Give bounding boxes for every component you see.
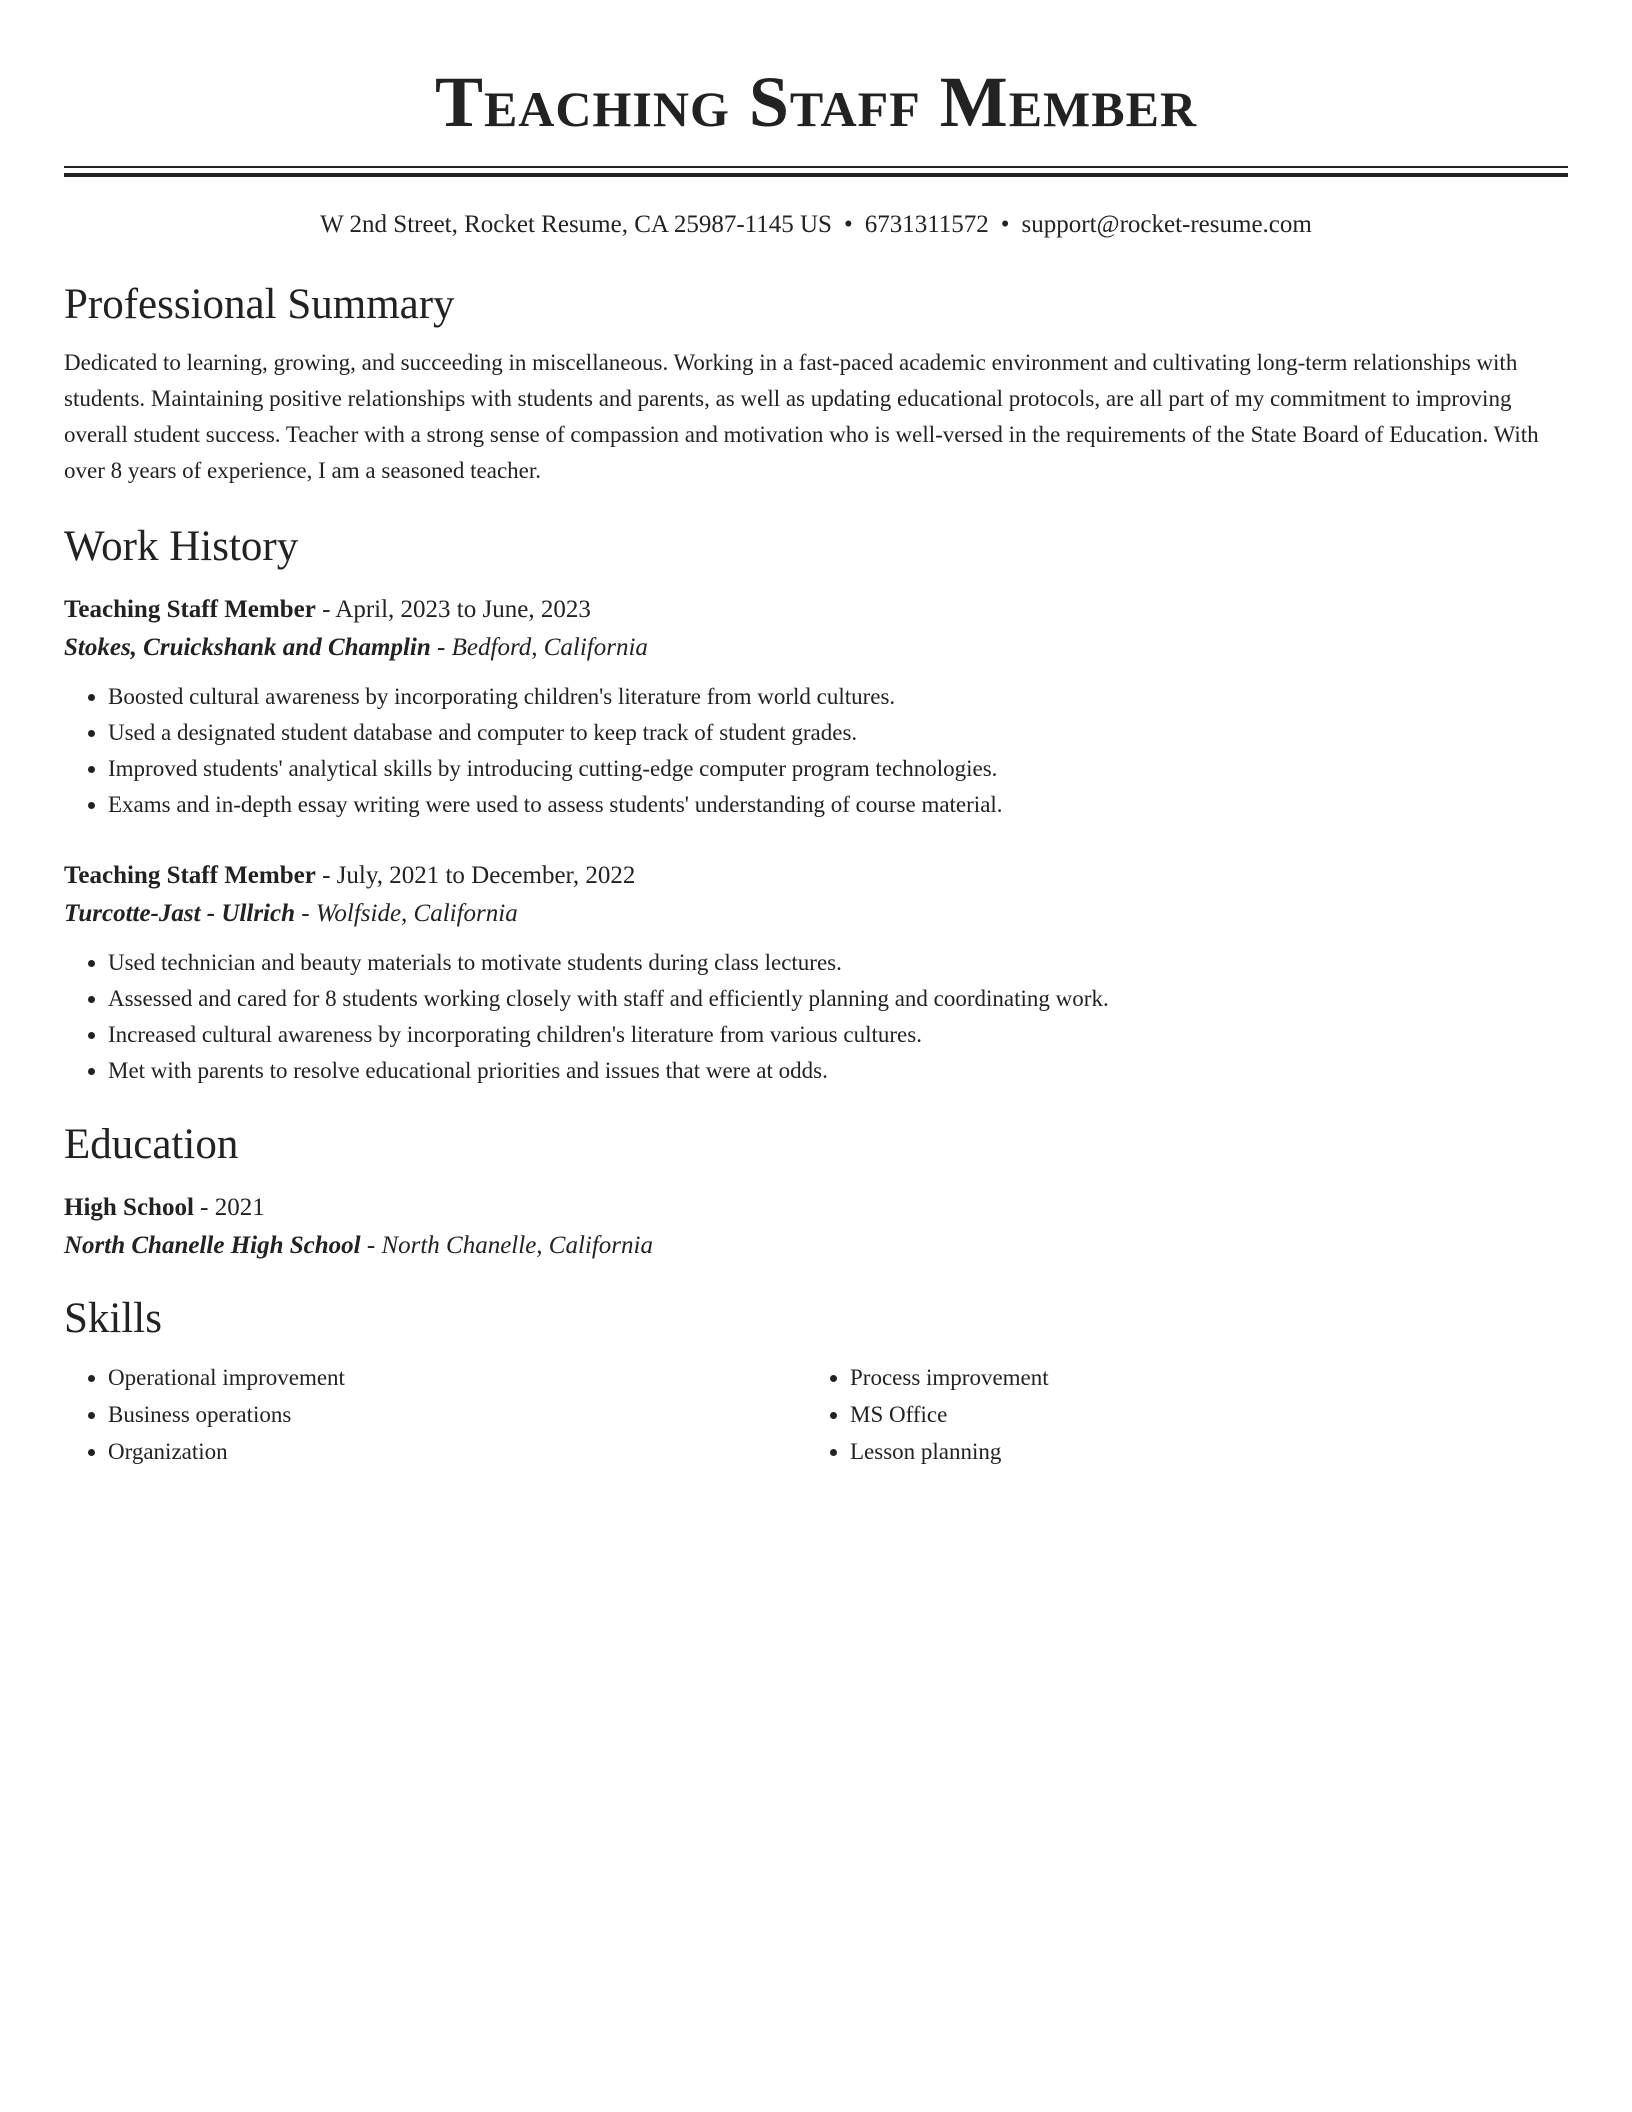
education-location: North Chanelle, California (381, 1232, 653, 1259)
education-school-line (64, 1227, 1568, 1265)
skills-left-column (64, 1359, 806, 1470)
job-entry (64, 857, 1568, 1089)
list-item: • Used a designated student database and computer to keep track of student grades. (108, 715, 1568, 751)
job-company-line (64, 629, 1568, 667)
list-item: • Boosted cultural awareness by incorporating children's literature from world cultures. (108, 679, 1568, 715)
section-heading-summary: Professional Summary (64, 281, 455, 328)
job-entry (64, 591, 1568, 823)
list-item: • Business operations (108, 1396, 806, 1433)
education-entry (64, 1189, 1568, 1265)
job-bullets (64, 679, 1568, 823)
section-heading-work-history: Work History (64, 523, 299, 570)
job-bullets (64, 945, 1568, 1089)
section-heading-education: Education (64, 1121, 239, 1168)
education-degree: High School (64, 1194, 194, 1221)
header-double-rule (64, 166, 1568, 177)
job-title: Teaching Staff Member (64, 596, 316, 623)
education-degree-line (64, 1189, 1568, 1227)
list-item: • Lesson planning (850, 1433, 1548, 1470)
list-item: • Operational improvement (108, 1359, 806, 1396)
dash: - (360, 1232, 382, 1259)
resume-page (64, 0, 1568, 1470)
list-item: • Process improvement (850, 1359, 1548, 1396)
dash: - (315, 596, 336, 623)
summary-text: Dedicated to learning, growing, and succeeding in miscellaneous. Working in a fast-paced academic environment and cultivating long-term relationships with students. Maintaining positive relationships with students and parents, as well as updating educational protocols, are all part of my commitment to improving overall student success. Teacher with a strong sense of compassion and motivation who is well-versed in the requirements of the State Board of Education. With over 8 years of experience, I am a seasoned teacher. (64, 350, 1539, 483)
education-school: North Chanelle High School (64, 1232, 361, 1259)
skills-columns (64, 1359, 1568, 1470)
skills-right-column (806, 1359, 1548, 1470)
contact-email: support@rocket-resume.com (1021, 211, 1312, 238)
job-title: Teaching Staff Member (64, 862, 316, 889)
contact-line (64, 207, 1568, 243)
dash: - (295, 900, 316, 927)
contact-separator: • (843, 211, 853, 238)
list-item: • Used technician and beauty materials to motivate students during class lectures. (108, 945, 1568, 981)
list-item: • Met with parents to resolve educational priorities and issues that were at odds. (108, 1053, 1568, 1089)
dash: - (430, 634, 452, 661)
list-item: • Assessed and cared for 8 students working closely with staff and efficiently planning and coordinating work. (108, 981, 1568, 1017)
list-item: • MS Office (850, 1396, 1548, 1433)
resume-name: Teaching Staff Member (434, 62, 1198, 142)
job-title-line (64, 591, 1568, 629)
job-title-line (64, 857, 1568, 895)
job-company-line (64, 895, 1568, 933)
contact-separator: • (1000, 211, 1010, 238)
dash: - (193, 1194, 215, 1221)
list-item: • Organization (108, 1433, 806, 1470)
list-item: • Exams and in-depth essay writing were used to assess students' understanding of course material. (108, 787, 1568, 823)
education-year: 2021 (214, 1194, 265, 1221)
dash: - (315, 862, 337, 889)
job-company: Stokes, Cruickshank and Champlin (64, 634, 431, 661)
job-dates: July, 2021 to December, 2022 (336, 862, 636, 889)
list-item: • Increased cultural awareness by incorporating children's literature from various cultures. (108, 1017, 1568, 1053)
job-dates: April, 2023 to June, 2023 (335, 596, 591, 623)
job-location: Wolfside, California (315, 900, 518, 927)
job-company: Turcotte-Jast - Ullrich (64, 900, 296, 927)
job-location: Bedford, California (451, 634, 648, 661)
contact-phone: 6731311572 (864, 211, 989, 238)
section-heading-skills: Skills (64, 1295, 162, 1342)
list-item: • Improved students' analytical skills by introducing cutting-edge computer program technologies. (108, 751, 1568, 787)
contact-address: W 2nd Street, Rocket Resume, CA 25987-1145 US (320, 211, 832, 238)
